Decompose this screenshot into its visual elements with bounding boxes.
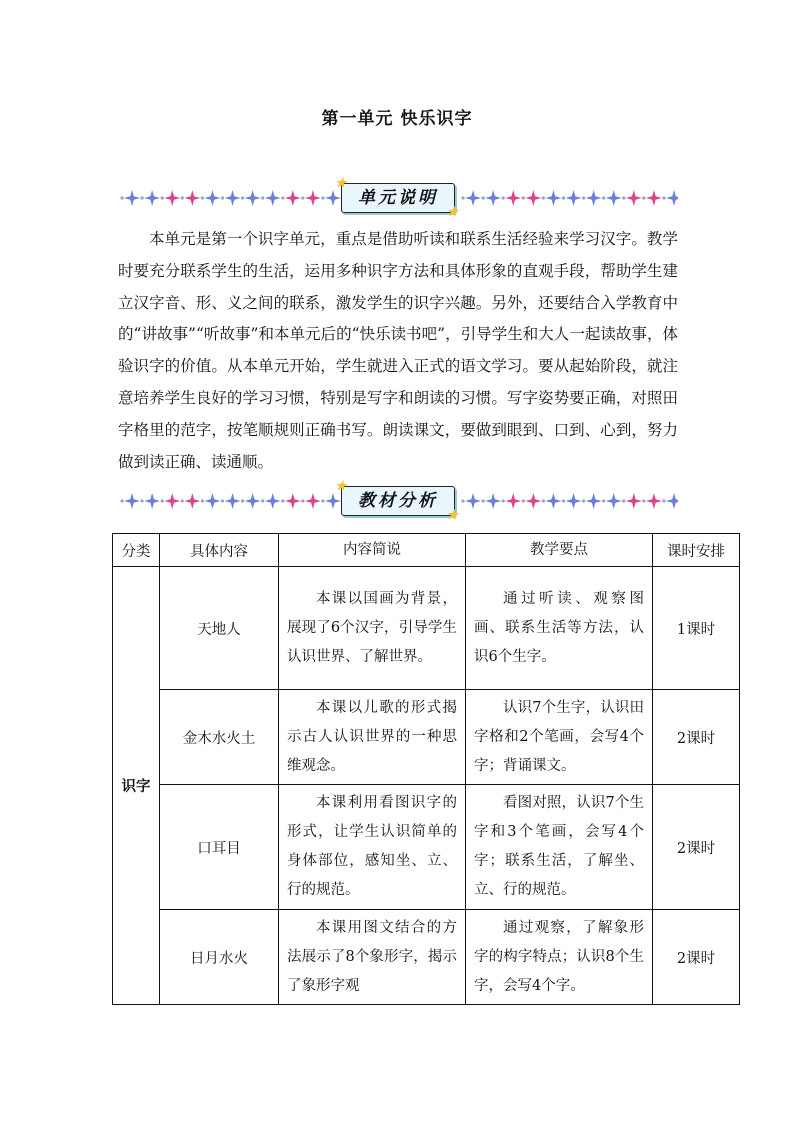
section-heading: 教材分析 (358, 491, 438, 511)
column-header-summary: 内容简说 (279, 534, 466, 567)
section-banner-material-analysis (118, 479, 678, 523)
star-icon: ★ (335, 479, 350, 494)
hours-cell: 1课时 (653, 567, 740, 690)
section-heading-badge (335, 479, 461, 523)
table-row (113, 910, 740, 1005)
table-row (113, 785, 740, 910)
teaching-points-cell: 认识7个生字，认识田字格和2个笔画，会写4个字；背诵课文。 (466, 690, 653, 785)
section-heading: 单元说明 (358, 188, 438, 208)
teaching-points-cell: 看图对照，认识7个生字和3个笔画，会写4个字；联系生活，了解坐、立、行的规范。 (466, 785, 653, 910)
column-header-teaching-points: 教学要点 (466, 534, 653, 567)
column-header-hours: 课时安排 (653, 534, 740, 567)
table-header-row (113, 534, 740, 567)
content-cell: 口耳目 (160, 785, 279, 910)
content-cell: 天地人 (160, 567, 279, 690)
section-banner-unit-description (118, 176, 678, 220)
teaching-points-cell: 通过观察，了解象形字的构字特点；认识8个生字，会写4个字。 (466, 910, 653, 1005)
column-header-category: 分类 (113, 534, 160, 567)
teaching-points-cell: 通过听读、观察图画、联系生活等方法，认识6个生字。 (466, 567, 653, 690)
summary-cell: 本课利用看图识字的形式，让学生认识简单的身体部位，感知坐、立、行的规范。 (279, 785, 466, 910)
summary-cell: 本课以儿歌的形式揭示古人认识世界的一种思维观念。 (279, 690, 466, 785)
hours-cell: 2课时 (653, 910, 740, 1005)
material-analysis-table (112, 533, 740, 1005)
summary-cell: 本课以国画为背景，展现了6个汉字，引导学生认识世界、了解世界。 (279, 567, 466, 690)
unit-description-paragraph: 本单元是第一个识字单元，重点是借助听读和联系生活经验来学习汉字。教学时要充分联系学生的生活，运用多种识字方法和具体形象的直观手段，帮助学生建立汉字音、形、义之间的联系，激发学生的识字兴趣。另外，还要结合入学教育中的“讲故事”“听故事”和本单元后的“快乐读书吧”，引导学生和大人一起读故事，体验识字的价值。从本单元开始，学生就进入正式的语文学习。要从起始阶段，就注意培养学生良好的学习习惯，特别是写字和朗读的习惯。写字姿势要正确，对照田字格里的范字，按笔顺规则正确书写。朗读课文，要做到眼到、口到、心到，努力做到读正确、读通顺。 (118, 230, 678, 471)
star-icon: ★ (446, 205, 461, 220)
hours-cell: 2课时 (653, 785, 740, 910)
section-heading-badge (335, 176, 461, 220)
table-row (113, 567, 740, 690)
summary-cell: 本课用图文结合的方法展示了8个象形字，揭示了象形字观 (279, 910, 466, 1005)
column-header-content: 具体内容 (160, 534, 279, 567)
category-cell: 识字 (113, 567, 160, 1005)
star-icon: ★ (335, 176, 350, 191)
table-row (113, 690, 740, 785)
star-icon: ★ (446, 508, 461, 523)
hours-cell: 2课时 (653, 690, 740, 785)
page-title: 第一单元 快乐识字 (321, 109, 473, 129)
content-cell: 金木水火土 (160, 690, 279, 785)
content-cell: 日月水火 (160, 910, 279, 1005)
